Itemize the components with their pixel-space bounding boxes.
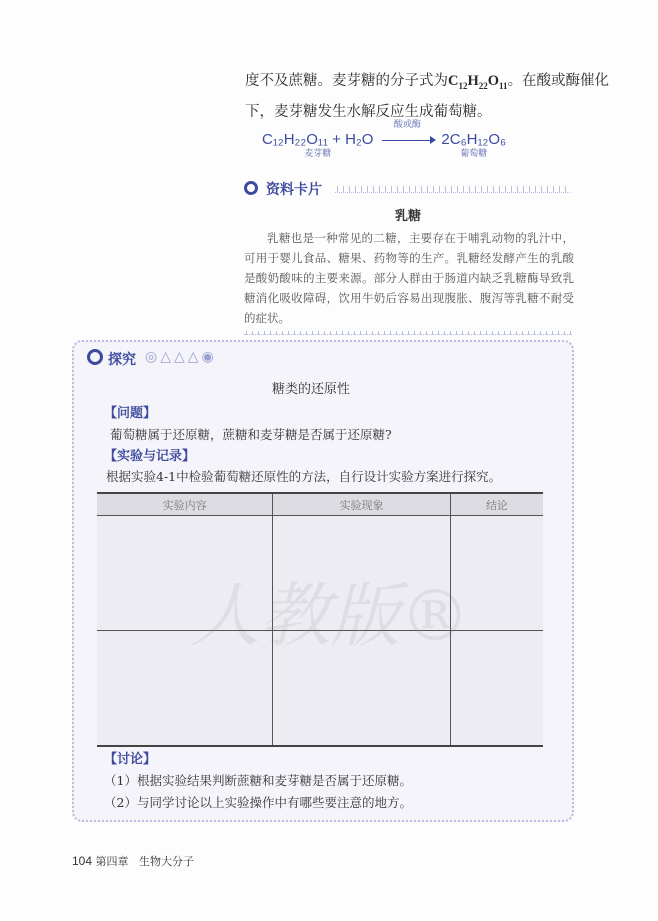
card-title: 乳糖: [395, 209, 422, 224]
card-header: 资料卡片: [266, 182, 322, 198]
chapter: 第四章: [95, 855, 129, 868]
maltose-formula: $C_{12}H_{22}O_{11}$: [448, 73, 508, 91]
safety-icons: ◎△△△◉: [145, 349, 217, 365]
watermark: 人教版®: [190, 575, 470, 657]
equation-condition: 酸或酶: [393, 120, 421, 130]
record-label: 【实验与记录】: [104, 449, 196, 464]
wavy-divider: [335, 186, 570, 193]
reaction-arrow: [382, 140, 432, 141]
equation: [262, 120, 506, 160]
discussion-item-2: （2）与同学讨论以上实验操作中有哪些要注意的地方。: [104, 795, 412, 810]
intro-line1b: 。在酸或酶催化: [507, 73, 610, 89]
intro-line2: 下，麦芽糖发生水解反应生成葡萄糖。: [245, 103, 492, 120]
header-phenomenon: 实验现象: [273, 493, 451, 516]
chapter-title: 生物大分子: [139, 855, 195, 868]
header-conclusion: 结论: [450, 493, 543, 516]
card-paragraph: 乳糖也是一种常见的二糖，主要存在于哺乳动物的乳汁中，可用于婴儿食品、糖果、药物等的生产。乳糖经发酵产生的乳酸是酸奶酸味的主要来源。部分人群由于肠道内缺乏乳糖酶导致乳糖消化吸收障碍，饮用牛奶后容易出现腹胀、腹泻等乳糖不耐受的症状。: [244, 231, 574, 325]
card-icon: [244, 180, 258, 199]
header-content: 实验内容: [97, 493, 273, 516]
page-number: 104: [72, 854, 93, 868]
discussion-label: 【讨论】: [104, 752, 157, 767]
wavy-divider-bottom: [244, 331, 572, 335]
explore-title: 糖类的还原性: [272, 382, 351, 397]
record-text: 根据实验4-1中检验葡萄糖还原性的方法，自行设计实验方案进行探究。: [106, 469, 502, 484]
equation-left: C₁₂H₂₂O₁₁ + H₂O: [262, 131, 374, 148]
glucose-label: 葡萄糖: [460, 149, 488, 159]
explore-header: 探究: [108, 352, 136, 368]
equation-right: 2C₆H₁₂O₆: [441, 131, 507, 148]
question-text: 葡萄糖属于还原糖，蔗糖和麦芽糖是否属于还原糖?: [110, 427, 392, 442]
footer: [72, 853, 194, 869]
discussion-item-1: （1）根据实验结果判断蔗糖和麦芽糖是否属于还原糖。: [104, 773, 412, 788]
question-label: 【问题】: [104, 406, 157, 421]
explore-icon: [87, 349, 103, 369]
intro-text: [245, 68, 609, 125]
maltose-label: 麦芽糖: [304, 149, 332, 159]
intro-line1a: 度不及蔗糖。麦芽糖的分子式为: [245, 73, 448, 89]
